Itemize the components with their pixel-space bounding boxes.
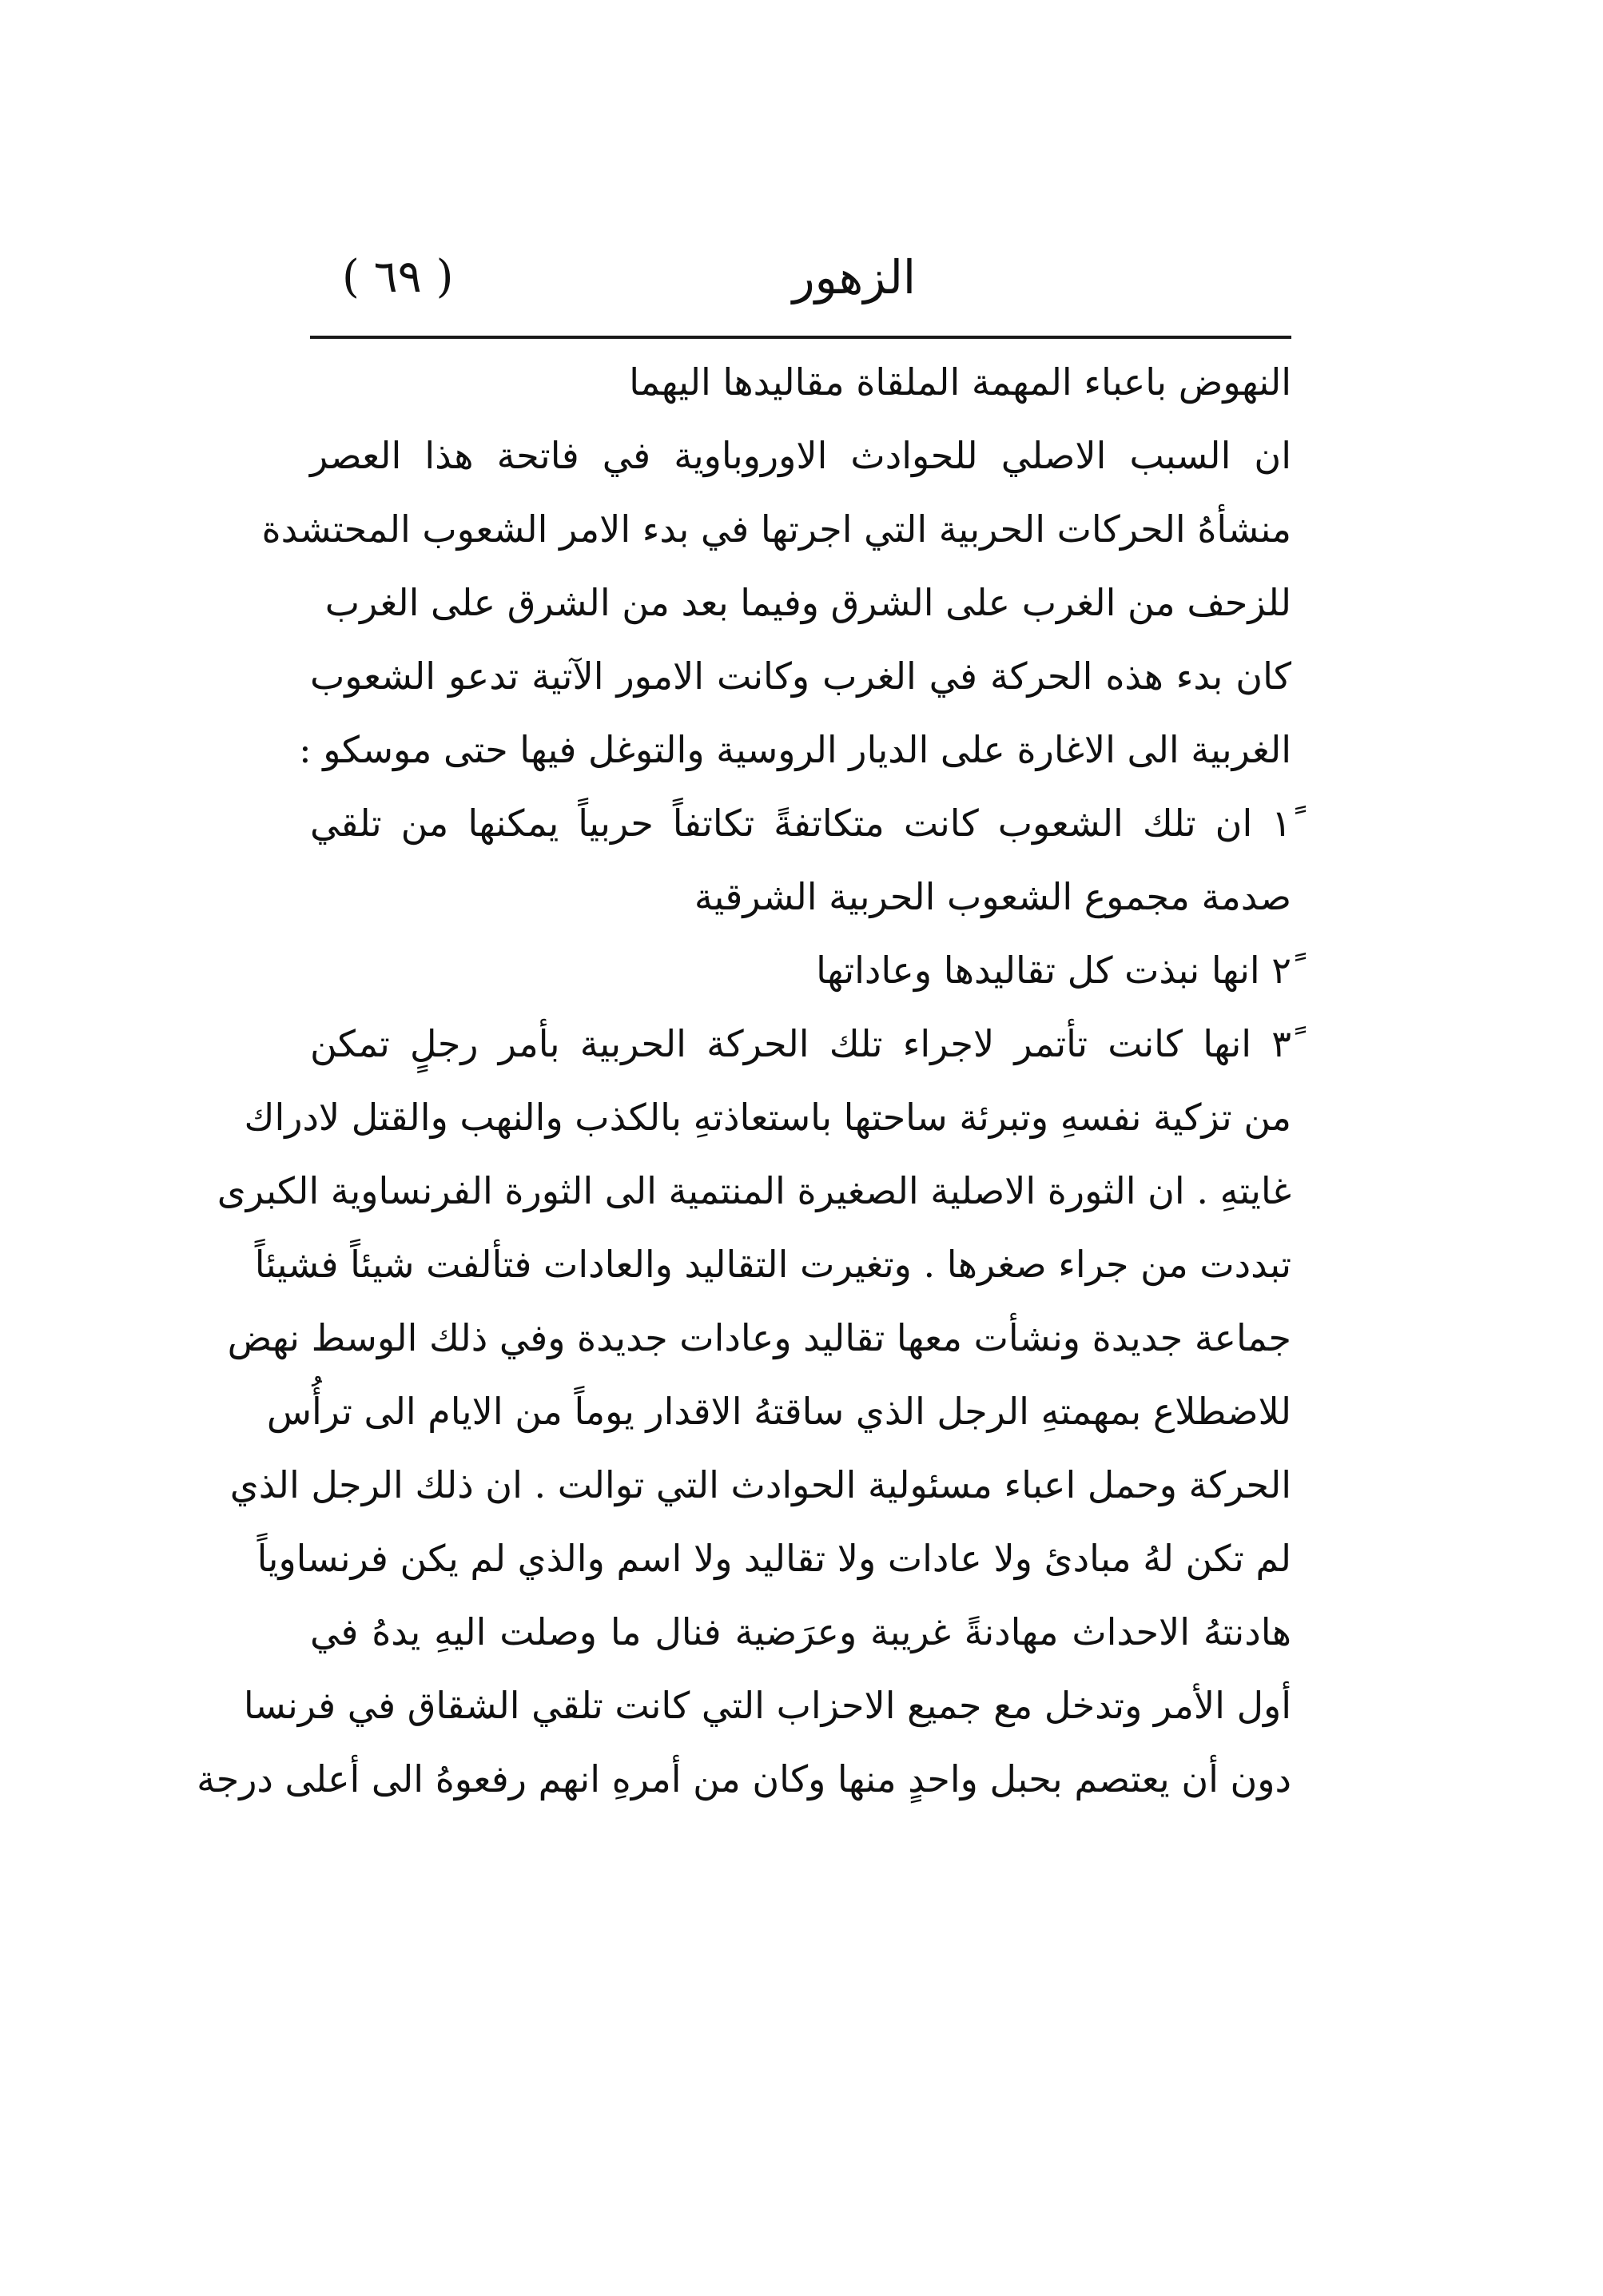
text-line: دون أن يعتصم بحبل واحدٍ منها وكان من أمرهِ انهم رفعوهُ الى أعلى درجة — [197, 1757, 1291, 1801]
text-line: للزحف من الغرب على الشرق وفيما بعد من الشرق على الغرب — [324, 581, 1291, 624]
text-line: ٢ً انها نبذت كل تقاليدها وعاداتها — [816, 949, 1291, 992]
text-line: ١ً ان تلك الشعوب كانت متكاتفةً تكاتفاً حربياً يمكنها من تلقي — [310, 802, 1291, 845]
text-line: لم تكن لهُ مبادئ ولا عادات ولا تقاليد ولا اسم والذي لم يكن فرنساوياً — [257, 1537, 1291, 1580]
text-line: صدمة مجموع الشعوب الحربية الشرقية — [694, 875, 1291, 918]
text-line: أول الأمر وتدخل مع جميع الاحزاب التي كانت تلقي الشقاق في فرنسا — [243, 1684, 1291, 1727]
page-header — [310, 233, 1291, 329]
text-line: منشأهُ الحركات الحربية التي اجرتها في بدء الامر الشعوب المحتشدة — [261, 507, 1291, 551]
text-line: الحركة وحمل اعباء مسئولية الحوادث التي توالت . ان ذلك الرجل الذي — [229, 1463, 1291, 1506]
running-title: الزهور — [792, 250, 916, 304]
text-line: كان بدء هذه الحركة في الغرب وكانت الامور الآتية تدعو الشعوب — [310, 655, 1291, 698]
text-line: ان السبب الاصلي للحوادث الاوروباوية في فاتحة هذا العصر — [310, 434, 1291, 477]
text-line: غايتهِ . ان الثورة الاصلية الصغيرة المنتمية الى الثورة الفرنساوية الكبرى — [217, 1169, 1291, 1212]
text-line: الغربية الى الاغارة على الديار الروسية والتوغل فيها حتى موسكو : — [299, 728, 1291, 771]
page-number: ( ٦٩ ) — [342, 251, 454, 303]
text-line: من تزكية نفسهِ وتبرئة ساحتها باستعاذتهِ بالكذب والنهب والقتل لادراك — [244, 1096, 1291, 1139]
text-line: للاضطلاع بمهمتهِ الرجل الذي ساقتهُ الاقدار يوماً من الايام الى ترأُس — [266, 1390, 1291, 1433]
body-text — [197, 345, 1291, 1816]
text-line: جماعة جديدة ونشأت معها تقاليد وعادات جديدة وفي ذلك الوسط نهض — [227, 1316, 1291, 1359]
text-line: النهوض باعباء المهمة الملقاة مقاليدها اليهما — [629, 360, 1291, 404]
text-line: هادنتهُ الاحداث مهادنةً غريبة وعرَضية فنال ما وصلت اليهِ يدهُ في — [310, 1610, 1291, 1653]
header-rule — [310, 336, 1291, 339]
text-line: ٣ً انها كانت تأتمر لاجراء تلك الحركة الحربية بأمر رجلٍ تمكن — [310, 1022, 1291, 1065]
text-line: تبددت من جراء صغرها . وتغيرت التقاليد والعادات فتألفت شيئاً فشيئاً — [254, 1243, 1291, 1286]
